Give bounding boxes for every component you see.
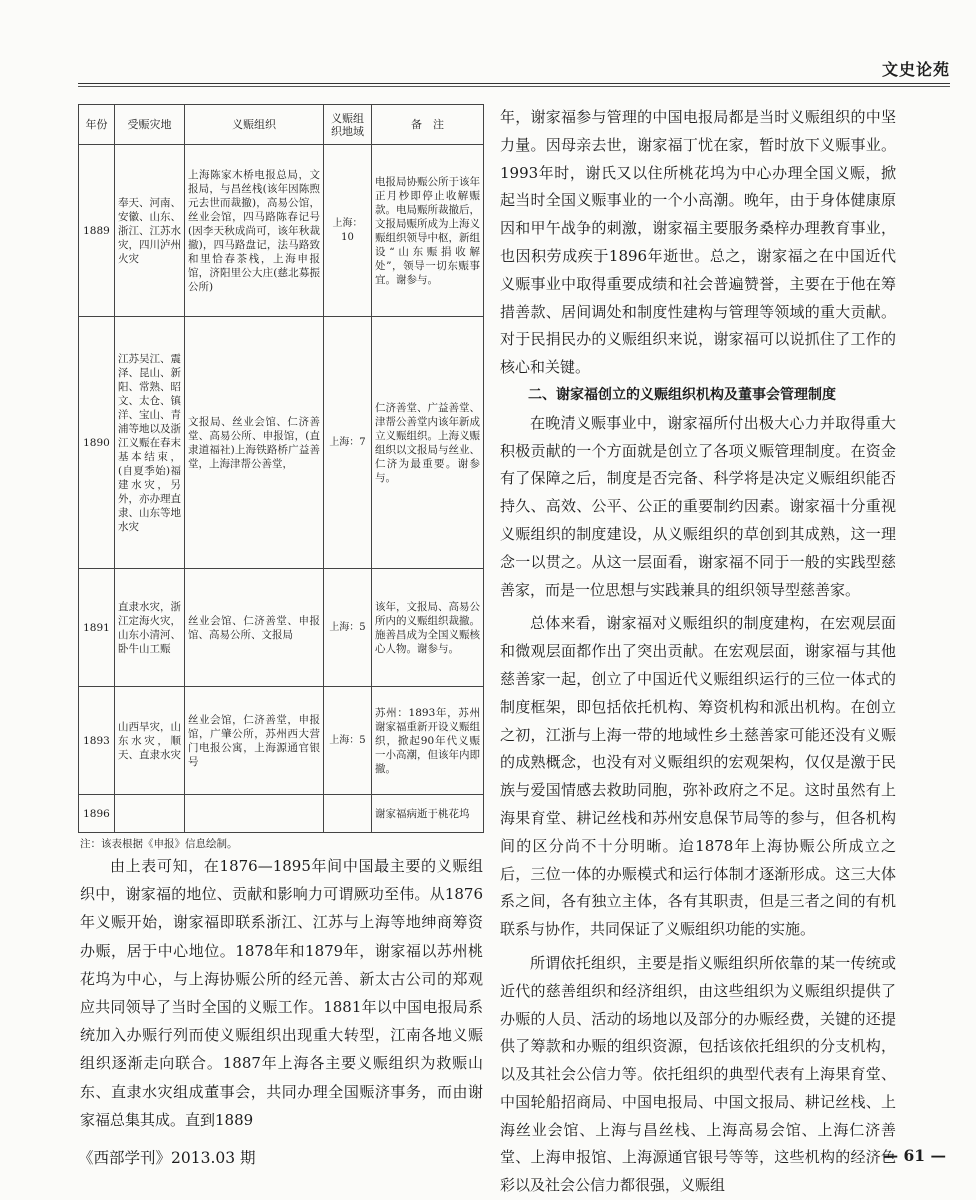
cell-scope: 上海：10 (324, 145, 372, 317)
header-region: 受赈灾地 (115, 105, 185, 145)
table-note: 注：该表根据《申报》信息绘制。 (80, 838, 238, 850)
cell-year: 1893 (79, 687, 115, 795)
body-paragraph: 由上表可知，在1876—1895年间中国最主要的义赈组织中，谢家福的地位、贡献和影响力可谓厥功至伟。从1876年义赈开始，谢家福即联系浙江、江苏与上海等地绅商筹资办赈，居于中心地位。1878年和1879年，谢家福以苏州桃花坞为中心，与上海协赈公所的经元善、新太古公司的郑观应共同领导了当时全国的义赈工作。1881年以中国电报局系统加入办赈行列而使义赈组织出现重大转型，江南各地义赈组织逐渐走向联合。1887年上海各主要义赈组织为救赈山东、直隶水灾组成董事会，共同办理全国赈济事务，而由谢家福总集其成。直到1889 (80, 857, 483, 1129)
body-paragraph: 所谓依托组织，主要是指义赈组织所依靠的某一传统或近代的慈善组织和经济组织，由这些组织为义赈组织提供了办赈的人员、活动的场地以及部分的办赈经费，关键的还提供了筹款和办赈的组织资源，包括该依托组织的分支机构，以及其社会公信力等。依托组织的典型代表有上海果育堂、中国轮船招商局、中国电报局、中国文报局、耕记丝栈、上海丝业会馆、上海与昌丝栈、上海高易会馆、上海仁济善堂、上海申报馆、上海源通官银号等等，这些机构的经济色彩以及社会公信力都很强，义赈组 (500, 953, 896, 1195)
body-paragraph: 总体来看，谢家福对义赈组织的制度建构，在宏观层面和微观层面都作出了突出贡献。在宏观层面，谢家福与其他慈善家一起，创立了中国近代义赈组织运行的三位一体式的制度框架，即包括依托机构、筹资机构和派出机构。在创立之初，江浙与上海一带的地域性乡土慈善家可能还没有义赈的成熟概念，也没有对义赈组织的宏观架构，仅仅是激于民族与爱国情感去救助同胞，弥补政府之不足。这时虽然有上海果育堂、耕记丝栈和苏州安息保节局等的参与，但各机构间的区分尚不十分明晰。迨1878年上海协赈公所成立之后，三位一体的办赈模式和运行体制才逐渐形成。这三大体系之间，各有独立主体，各有其职责，但是三者之间的有机联系与协作，共同保证了义赈组织功能的实施。 (500, 614, 896, 939)
right-body-column (500, 104, 896, 1200)
table-header-row (79, 105, 484, 145)
journal-footer: 《西部学刊》2013.03 期 (78, 1149, 256, 1167)
cell-scope: 上海：7 (324, 317, 372, 569)
cell-region: 直隶水灾，浙江定海火灾，山东小清河、卧牛山工赈 (115, 569, 185, 687)
cell-year: 1890 (79, 317, 115, 569)
cell-scope (324, 795, 372, 833)
header-note: 备 注 (372, 105, 484, 145)
cell-scope: 上海：5 (324, 687, 372, 795)
cell-region: 奉天、河南、安徽、山东、浙江、江苏水灾，四川泸州火灾 (115, 145, 185, 317)
table-row (79, 569, 484, 687)
cell-year: 1896 (79, 795, 115, 833)
cell-note: 仁济善堂、广益善堂、津帮公善堂内该年新成立义赈组织。上海义赈组织以文报局与丝业、仁济为最重要。谢参与。 (372, 317, 484, 569)
cell-note: 苏州：1893年，苏州谢家福重新开设义赈组织，掀起90年代义赈一小高潮，但该年内即撤。 (372, 687, 484, 795)
header-scope: 义赈组织地域 (324, 105, 372, 145)
body-paragraph: 在晚清义赈事业中，谢家福所付出极大心力并取得重大积极贡献的一个方面就是创立了各项义赈管理制度。在资金有了保障之后，制度是否完备、科学将是决定义赈组织能否持久、高效、公平、公正的重要制约因素。谢家福十分重视义赈组织的制度建设，从义赈组织的草创到其成熟，这一理念一以贯之。从这一层面看，谢家福不同于一般的实践型慈善家，而是一位思想与实践兼具的组织领导型慈善家。 (500, 413, 896, 599)
body-paragraph: 年，谢家福参与管理的中国电报局都是当时义赈组织的中坚力量。因母亲去世，谢家福丁忧在家，暂时放下义赈事业。1993年时，谢氏又以住所桃花坞为中心办理全国义赈，掀起当时全国义赈事业的一个小高潮。晚年，由于身体健康原因和甲午战争的刺激，谢家福主要服务桑梓办理教育事业，也因积劳成疾于1896年逝世。总之，谢家福之在中国近代义赈事业中取得重要成绩和社会普遍赞誉，主要在于他在筹措善款、居间调处和制度性建构与管理等领域的重大贡献。对于民捐民办的义赈组织来说，谢家福可以说抓住了工作的核心和关键。 (500, 108, 896, 377)
cell-region: 山西旱灾，山东水灾，顺天、直隶水灾 (115, 687, 185, 795)
cell-org: 丝业会馆、仁济善堂、申报馆、高易公所、文报局 (185, 569, 324, 687)
cell-year: 1889 (79, 145, 115, 317)
relief-table (78, 104, 484, 833)
cell-region: 江苏吴江、震泽、昆山、新阳、常熟、昭文、太仓、镇洋、宝山、青浦等地以及浙江义赈在春末基本结束，(自夏季始)福建水灾，另外，亦办理直隶、山东等地水灾 (115, 317, 185, 569)
cell-note: 电报局协赈公所于该年正月杪即停止收解赈款。电局赈所裁撤后，文报局赈所成为上海义赈组织领导中枢，新组设“山东赈捐收解处”，领导一切东赈事宜。谢参与。 (372, 145, 484, 317)
cell-year: 1891 (79, 569, 115, 687)
table-row (79, 795, 484, 833)
page-number: — 61 — (882, 1146, 946, 1165)
header-rule-thick (78, 83, 950, 84)
cell-org: 丝业会馆，仁济善堂，申报馆，广肇公所，苏州西大营门电报公寓，上海源通官银号 (185, 687, 324, 795)
section-label: 文史论苑 (881, 60, 950, 79)
table-row (79, 687, 484, 795)
table-row (79, 145, 484, 317)
header-org: 义赈组织 (185, 105, 324, 145)
header-rule-thin (78, 86, 950, 87)
section-heading: 二、谢家福创立的义赈组织机构及董事会管理制度 (528, 386, 836, 403)
cell-org (185, 795, 324, 833)
left-body-column (80, 852, 483, 1134)
table-row (79, 317, 484, 569)
cell-org: 上海陈家木桥电报总局，文报局，与昌丝栈(该年因陈煦元去世而裁撤)，高易公馆，丝业会馆，四马路陈春记号(因李天秋成尚可，该年秋裁撤)，四马路盘记，法马路致和里恰春茶栈，上海申报馆，济阳里公大庄(慈北募振公所) (185, 145, 324, 317)
cell-scope: 上海：5 (324, 569, 372, 687)
cell-org: 文报局、丝业会馆、仁济善堂、高易公所、申报馆，(直隶道福社)上海铁路桥广益善堂，上海津帮公善堂， (185, 317, 324, 569)
cell-note: 该年，文报局、高易公所内的义赈组织裁撤。施善昌成为全国义赈核心人物。谢参与。 (372, 569, 484, 687)
cell-note: 谢家福病逝于桃花坞 (372, 795, 484, 833)
cell-region (115, 795, 185, 833)
header-year: 年份 (79, 105, 115, 145)
